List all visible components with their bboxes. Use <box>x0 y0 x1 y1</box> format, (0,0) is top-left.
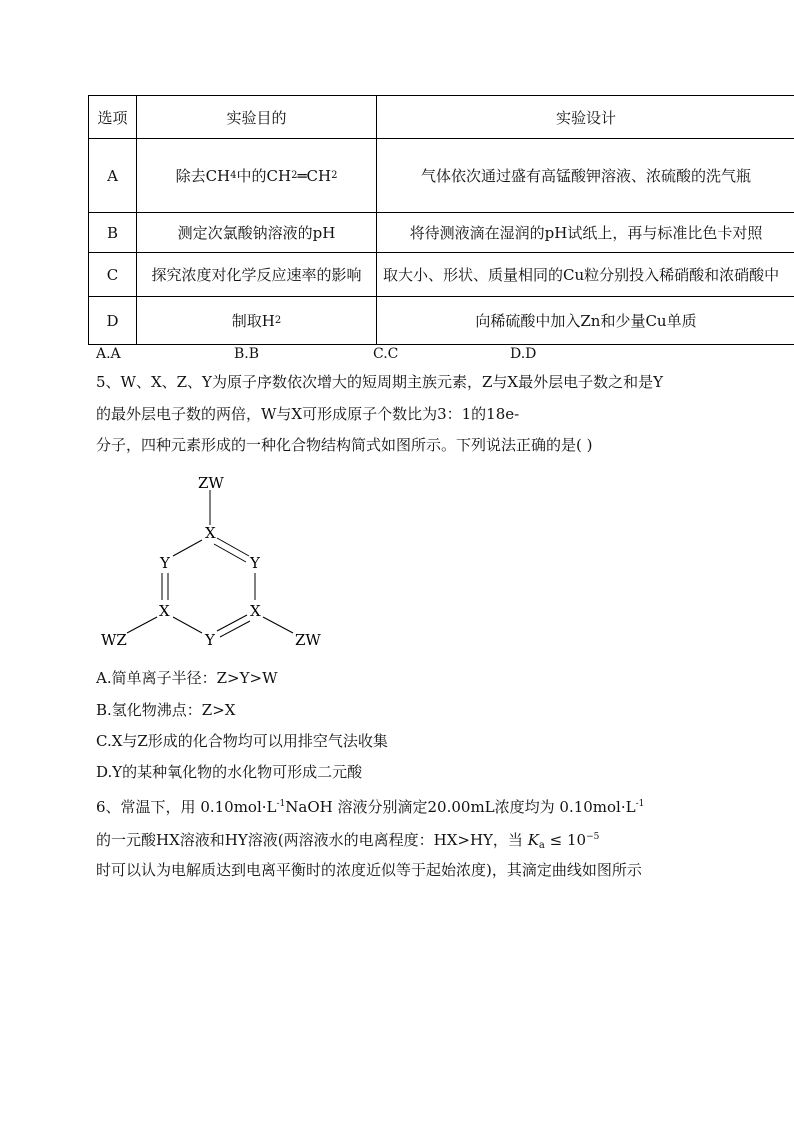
superscript: −5 <box>586 832 600 842</box>
subscript: a <box>538 840 545 851</box>
subscript: 4 <box>230 170 237 181</box>
row-design: 气体依次通过盛有高锰酸钾溶液、浓硫酸的洗气瓶 <box>420 167 751 185</box>
row-option: B <box>89 213 137 252</box>
text: ≤ 10 <box>544 831 587 849</box>
label-x-right: X <box>250 602 261 620</box>
subscript: 2 <box>331 170 338 181</box>
q5-option-d: D.Y的某种氧化物的水化物可形成二元酸 <box>96 763 363 781</box>
text: HX>HY <box>433 831 493 849</box>
double-bond: ═ <box>297 166 307 185</box>
purpose-text: 除去 <box>175 167 206 185</box>
q6-stem-line2 <box>96 827 599 856</box>
experiment-table <box>88 95 794 345</box>
table-row <box>89 139 794 213</box>
purpose-text: 中的 <box>236 167 267 185</box>
text: 的一元酸HX溶液和HY溶液(两溶液水的电离程度： <box>96 831 434 849</box>
q4-option-d: D.D <box>510 346 537 362</box>
q6-stem-line1 <box>96 794 644 817</box>
superscript: -1 <box>635 799 645 809</box>
formula-ch4: CH <box>205 166 231 185</box>
label-y-bottom: Y <box>205 631 215 649</box>
text: NaOH 溶液分别滴定 <box>285 798 428 816</box>
q5-stem-line1: 5、W、X、Z、Y为原子序数依次增大的短周期主族元素，Z与X最外层电子数之和是Y <box>96 373 663 391</box>
text: 20.00mL浓度均为 <box>427 798 560 816</box>
row-design: 向稀硫酸中加入Zn和少量Cu单质 <box>475 312 697 330</box>
header-purpose: 实验目的 <box>137 96 377 138</box>
text: 0.10mol <box>200 798 262 816</box>
row-purpose <box>137 139 377 212</box>
formula-ch2: CH <box>306 166 332 185</box>
label-y-right: Y <box>250 554 260 572</box>
header-option: 选项 <box>89 96 137 138</box>
label-y-left: Y <box>160 554 170 572</box>
text: ，当 <box>492 831 528 849</box>
q6-stem-line3: 时可以认为电解质达到电离平衡时的浓度近似等于起始浓度)，其滴定曲线如图所示 <box>96 861 642 879</box>
q5-option-b: B.氢化物沸点：Z>X <box>96 701 236 719</box>
label-top-zw: ZW <box>198 474 224 492</box>
text: 6、常温下，用 <box>96 798 201 816</box>
purpose-text: 制取 <box>231 312 262 330</box>
row-design: 取大小、形状、质量相同的Cu粒分别投入稀硝酸和浓硝酸中 <box>383 266 780 284</box>
row-option: A <box>89 139 137 212</box>
label-right-zw: ZW <box>295 631 321 649</box>
q4-option-b: B.B <box>234 346 260 362</box>
superscript: -1 <box>276 799 286 809</box>
label-left-wz: WZ <box>101 631 127 649</box>
table-header-row <box>89 96 794 139</box>
label-x-left: X <box>159 602 170 620</box>
q5-stem-line3: 分子，四种元素形成的一种化合物结构简式如图所示。下列说法正确的是( ) <box>96 436 593 454</box>
label-x-top: X <box>205 524 216 542</box>
text: ·L <box>620 798 636 816</box>
subscript: 2 <box>274 315 282 326</box>
q4-option-a: A.A <box>96 346 121 362</box>
text: 0.10mol <box>559 798 621 816</box>
row-purpose: 测定次氯酸钠溶液的pH <box>137 213 377 252</box>
subscript: 2 <box>291 170 298 181</box>
k-symbol: K <box>527 831 539 849</box>
row-option: C <box>89 253 137 296</box>
q5-stem-line2: 的最外层电子数的两倍，W与X可形成原子个数比为3：1的18e- <box>96 405 520 423</box>
q5-option-c: C.X与Z形成的化合物均可以用排空气法收集 <box>96 732 388 750</box>
header-design: 实验设计 <box>555 108 616 127</box>
row-purpose <box>137 297 377 344</box>
q5-option-a: A.简单离子半径：Z>Y>W <box>96 669 278 687</box>
row-design: 将待测液滴在湿润的pH试纸上，再与标准比色卡对照 <box>409 224 763 242</box>
formula-ch2: CH <box>266 166 292 185</box>
text: ·L <box>261 798 277 816</box>
structure-diagram <box>95 470 335 660</box>
table-row <box>89 213 794 253</box>
table-row <box>89 297 794 344</box>
q4-option-c: C.C <box>373 346 399 362</box>
formula-h2: H <box>261 311 275 330</box>
row-option: D <box>89 297 137 344</box>
table-row <box>89 253 794 297</box>
row-purpose: 探究浓度对化学反应速率的影响 <box>137 253 377 296</box>
